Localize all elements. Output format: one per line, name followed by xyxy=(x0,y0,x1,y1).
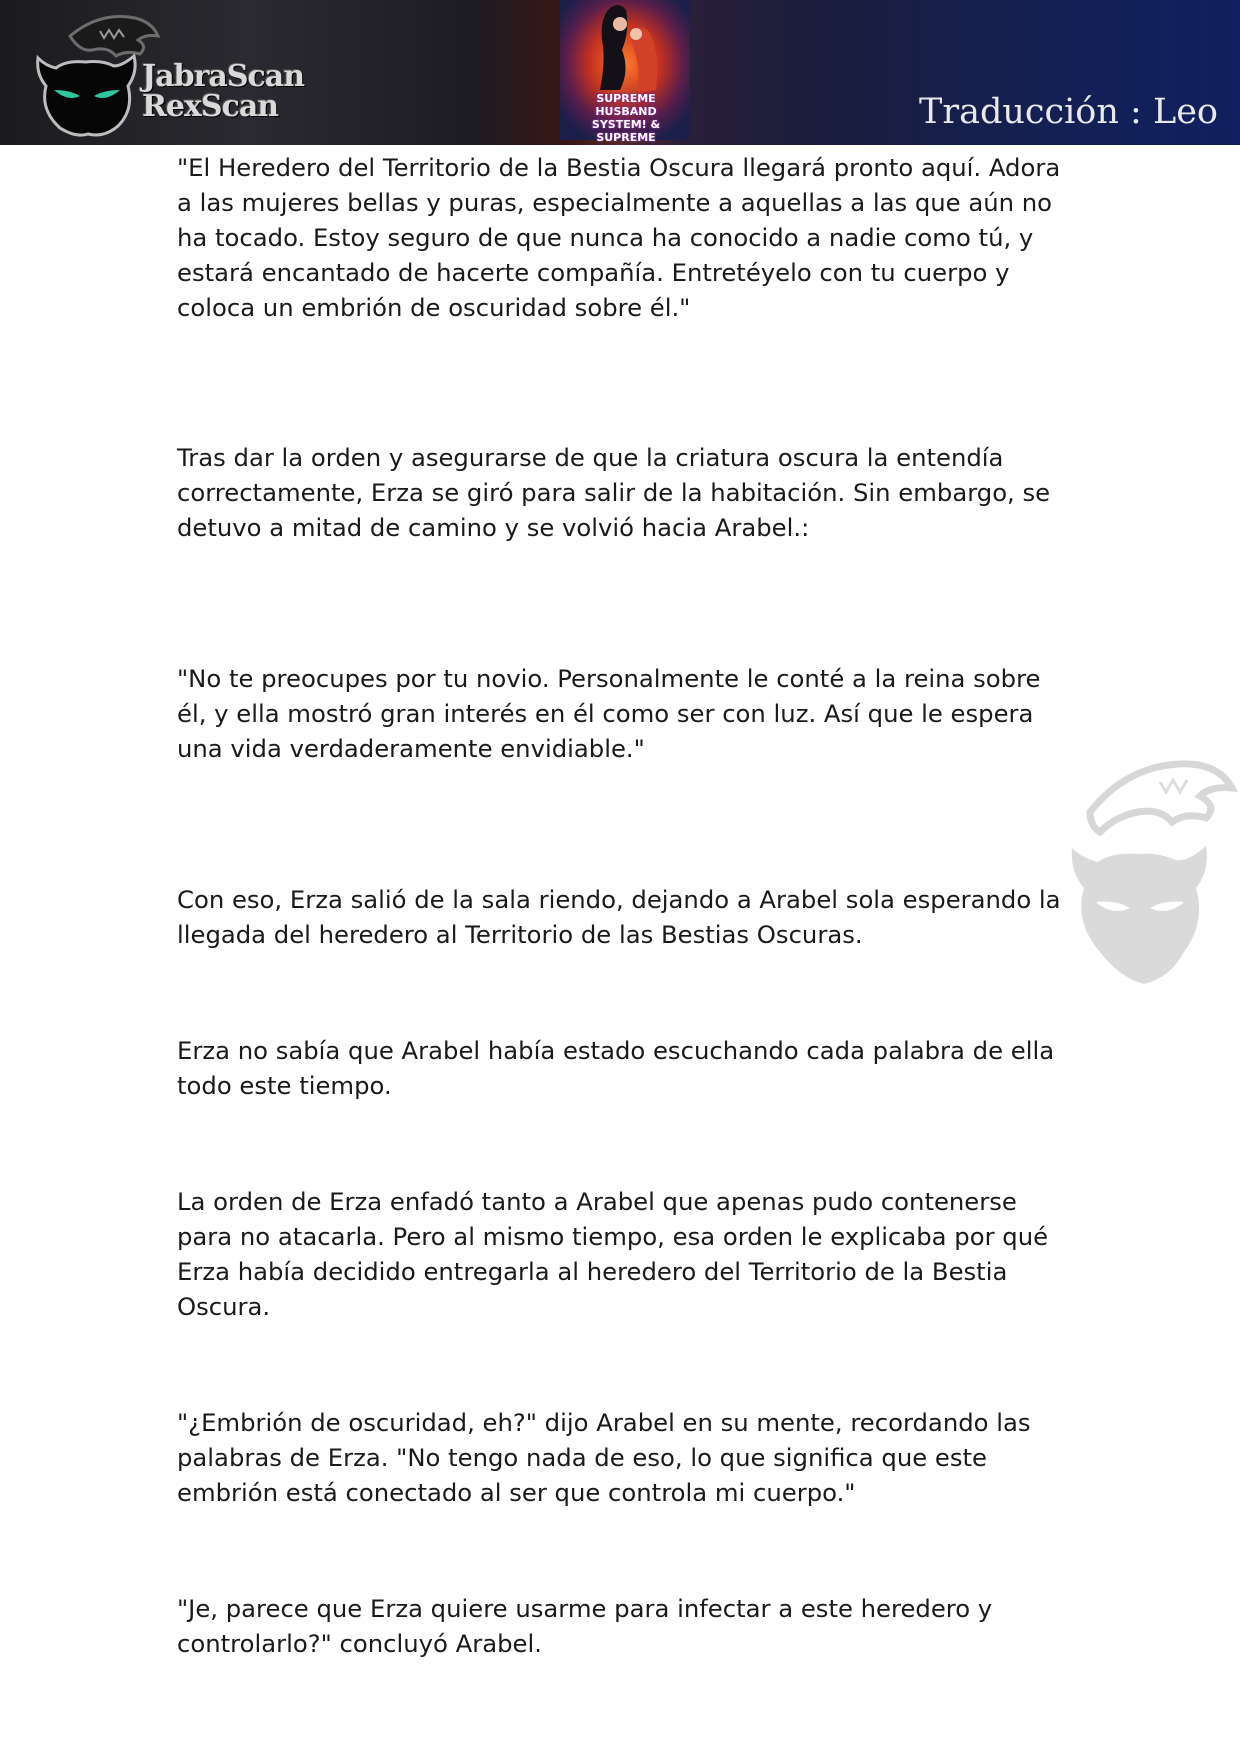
paragraph-8: "Je, parece que Erza quiere usarme para infectar a este heredero y controlarlo?" concluyó Arabel. xyxy=(177,1594,993,1658)
chapter-body xyxy=(177,150,1077,1661)
group-name-2: RexScan xyxy=(142,89,279,124)
paragraph-6: La orden de Erza enfadó tanto a Arabel que apenas pudo contenerse para no atacarla. Pero al mismo tiempo, esa orden le explicaba por qué Erza había decidido entregarla al heredero del Territorio de la Bestia Oscura. xyxy=(177,1187,1049,1321)
paragraph-1: "El Heredero del Territorio de la Bestia Oscura llegará pronto aquí. Adora a las mujeres bellas y puras, especialmente a aquellas a las que aún no ha tocado. Estoy seguro de que nunca ha conocido a nadie como tú, y estará encantado de hacerte compañía. Entretéyelo con tu cuerpo y coloca un embrión de oscuridad sobre él." xyxy=(177,153,1061,322)
demon-dinosaur-logo-icon xyxy=(30,6,160,140)
translator-credit: Traducción : Leo xyxy=(919,92,1218,132)
paragraph-4: Con eso, Erza salió de la sala riendo, dejando a Arabel sola esperando la llegada del heredero al Territorio de las Bestias Oscuras. xyxy=(177,885,1061,949)
group-logo-text xyxy=(142,59,322,124)
cover-caption xyxy=(566,92,686,145)
paragraph-3: "No te preocupes por tu novio. Personalmente le conté a la reina sobre él, y ella mostró gran interés en él como ser con luz. Así que le espera una vida verdaderamente envidiable." xyxy=(177,664,1041,763)
cover-caption-line-1: SUPREME HUSBAND xyxy=(595,92,657,118)
paragraph-7: "¿Embrión de oscuridad, eh?" dijo Arabel en su mente, recordando las palabras de Erza. "No tengo nada de eso, lo que significa que este embrión está conectado al ser que controla mi cuerpo." xyxy=(177,1408,1031,1507)
cover-caption-line-3 xyxy=(566,144,686,145)
group-name-1: JabraScan xyxy=(142,59,305,94)
demon-dinosaur-watermark-icon xyxy=(1060,752,1238,987)
paragraph-5: Erza no sabía que Arabel había estado escuchando cada palabra de ella todo este tiempo. xyxy=(177,1036,1055,1100)
header-banner xyxy=(0,0,1240,145)
cover-caption-line-2: SYSTEM! & SUPREME xyxy=(591,118,661,144)
paragraph-2: Tras dar la orden y asegurarse de que la criatura oscura la entendía correctamente, Erza se giró para salir de la habitación. Sin embargo, se detuvo a mitad de camino y se volvió hacia Arabel.: xyxy=(177,443,1051,542)
